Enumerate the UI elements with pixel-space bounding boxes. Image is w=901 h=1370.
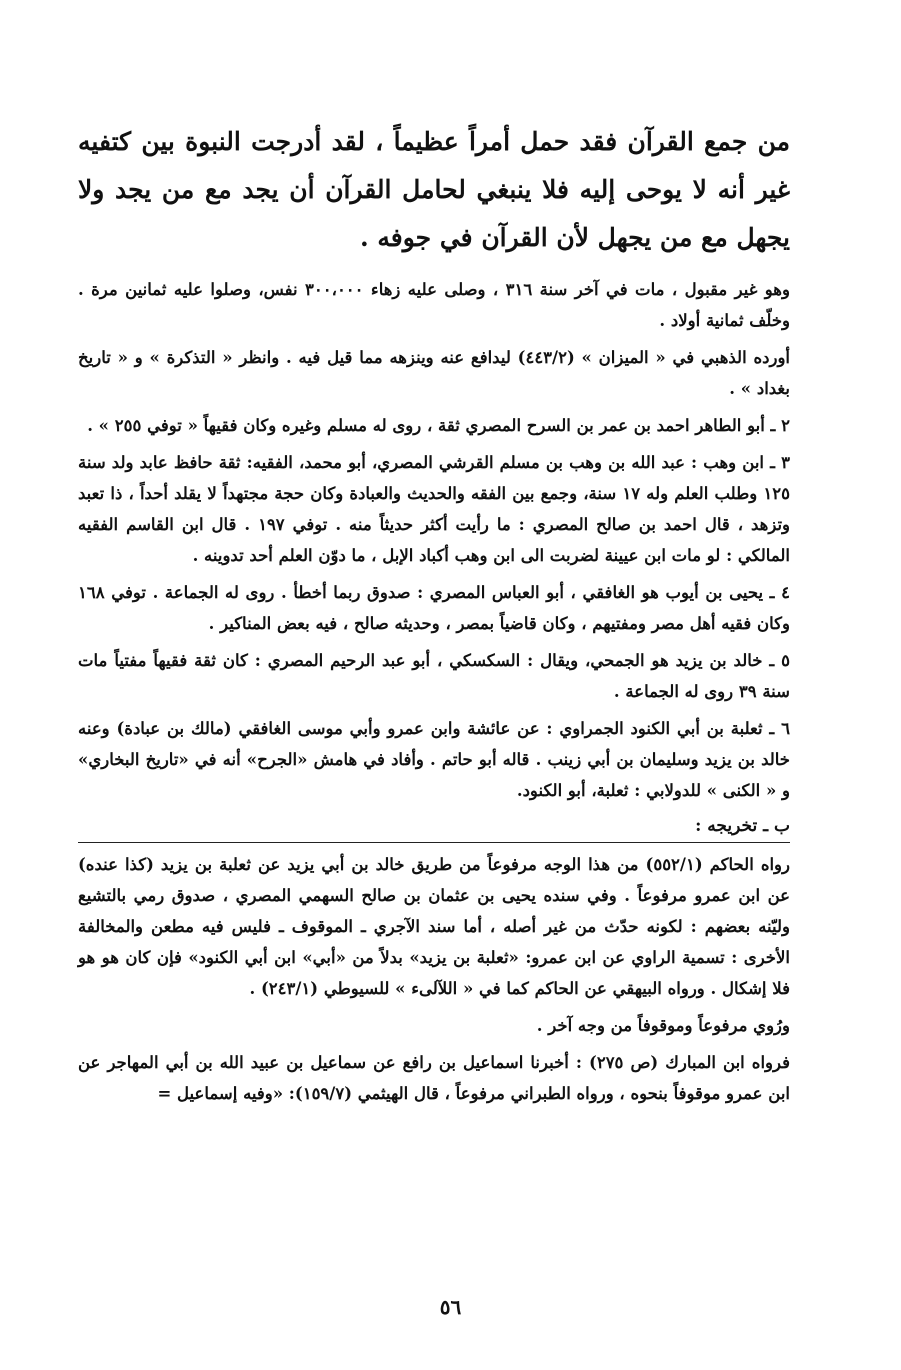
- takhrij-paragraph-2: ورُوي مرفوعاً وموقوفاً من وجه آخر .: [536, 1016, 790, 1035]
- section-divider: [78, 842, 790, 843]
- takhrij-heading: ب ـ تخريجه :: [695, 816, 790, 836]
- footnote-2: أورده الذهبي في « الميزان » (٤٤٣/٢) ليدافع عنه وينزهه مما قيل فيه . وانظر « التذكرة » و « تاريخ بغداد » .: [78, 348, 790, 398]
- takhrij-paragraph-1: رواه الحاكم (٥٥٢/١) من هذا الوجه مرفوعاً من طريق خالد بن أبي يزيد عن ثعلبة بن يزيد (كذا عنده) عن ابن عمرو مرفوعاً . وفي سنده يحيى بن عثمان بن صالح السهمي المصري ، صدوق رمي بالتشيع وليّنه بعضهم : لكونه حدّث من غير أصله ، أما سند الآجري ـ الموقوف ـ فليس فيه مطعن والمخالفة الأخرى : تسمية الراوي عن ابن عمرو: «ثعلبة بن يزيد» بدلاً من «أبي» ابن أبي الكنود» فإن كان هو هو فلا إشكال . ورواه البيهقي عن الحاكم كما في « اللآلىء » للسيوطي (٢٤٣/١) .: [78, 855, 790, 998]
- footnotes: [78, 274, 790, 1109]
- footnote-4: ٣ ـ ابن وهب : عبد الله بن وهب بن مسلم القرشي المصري، أبو محمد، الفقيه: ثقة حافظ عابد ولد سنة ١٢٥ وطلب العلم وله ١٧ سنة، وجمع بين الفقه والحديث والعبادة وكان حجة مجتهداً لا يقلد أحداً ، ذا تعبد وتزهد ، قال احمد بن صالح المصري : ما رأيت أكثر حديثاً منه . توفي ١٩٧ . قال ابن القاسم الفقيه المالكي : لو مات ابن عيينة لضربت الى ابن وهب أكباد الإبل ، ما دوّن العلم أحد تدوينه .: [78, 453, 791, 565]
- page-number: ٥٦: [439, 1295, 462, 1319]
- takhrij-paragraph-3: فرواه ابن المبارك (ص ٢٧٥) : أخبرنا اسماعيل بن رافع عن سماعيل بن عبيد الله بن أبي المهاجر عن ابن عمرو موقوفاً بنحوه ، ورواه الطبراني مرفوعاً ، قال الهيثمي (١٥٩/٧): «وفيه إسماعيل =: [78, 1053, 790, 1103]
- page-content: [78, 118, 790, 1115]
- footnote-7: ٦ ـ ثعلبة بن أبي الكنود الجمراوي : عن عائشة وابن عمرو وأبي موسى الغافقي (مالك بن عبادة) وعنه خالد بن يزيد وسليمان بن أبي زينب . قاله أبو حاتم . وأفاد في هامش «الجرح» أنه في «تاريخ البخاري» و « الكنى » للدولابي : ثعلبة، أبو الكنود.: [78, 719, 790, 800]
- main-hadith-text: من جمع القرآن فقد حمل أمراً عظيماً ، لقد أدرجت النبوة بين كتفيه غير أنه لا يوحى إليه فلا ينبغي لحامل القرآن أن يجد مع من يجد ولا يجهل مع من يجهل لأن القرآن في جوفه .: [78, 127, 790, 252]
- footnote-1: وهو غير مقبول ، مات في آخر سنة ٣١٦ ، وصلى عليه زهاء ٣٠٠،٠٠٠ نفس، وصلوا عليه ثمانين مرة . وخلّف ثمانية أولاد .: [78, 280, 790, 330]
- footnote-5: ٤ ـ يحيى بن أيوب هو الغافقي ، أبو العباس المصري : صدوق ربما أخطأ . روى له الجماعة . توفي ١٦٨ وكان فقيه أهل مصر ومفتيهم ، وكان قاضياً بمصر ، وحديثه صالح ، فيه بعض المناكير .: [78, 583, 790, 633]
- footnote-3: ٢ ـ أبو الطاهر احمد بن عمر بن السرح المصري ثقة ، روى له مسلم وغيره وكان فقيهاً « توفي ٢٥٥ » .: [87, 416, 790, 435]
- footnote-6: ٥ ـ خالد بن يزيد هو الجمحي، ويقال : السكسكي ، أبو عبد الرحيم المصري : كان ثقة فقيهاً مفتياً مات سنة ٣٩ روى له الجماعة .: [78, 651, 790, 701]
- takhrij-section: [78, 849, 790, 1109]
